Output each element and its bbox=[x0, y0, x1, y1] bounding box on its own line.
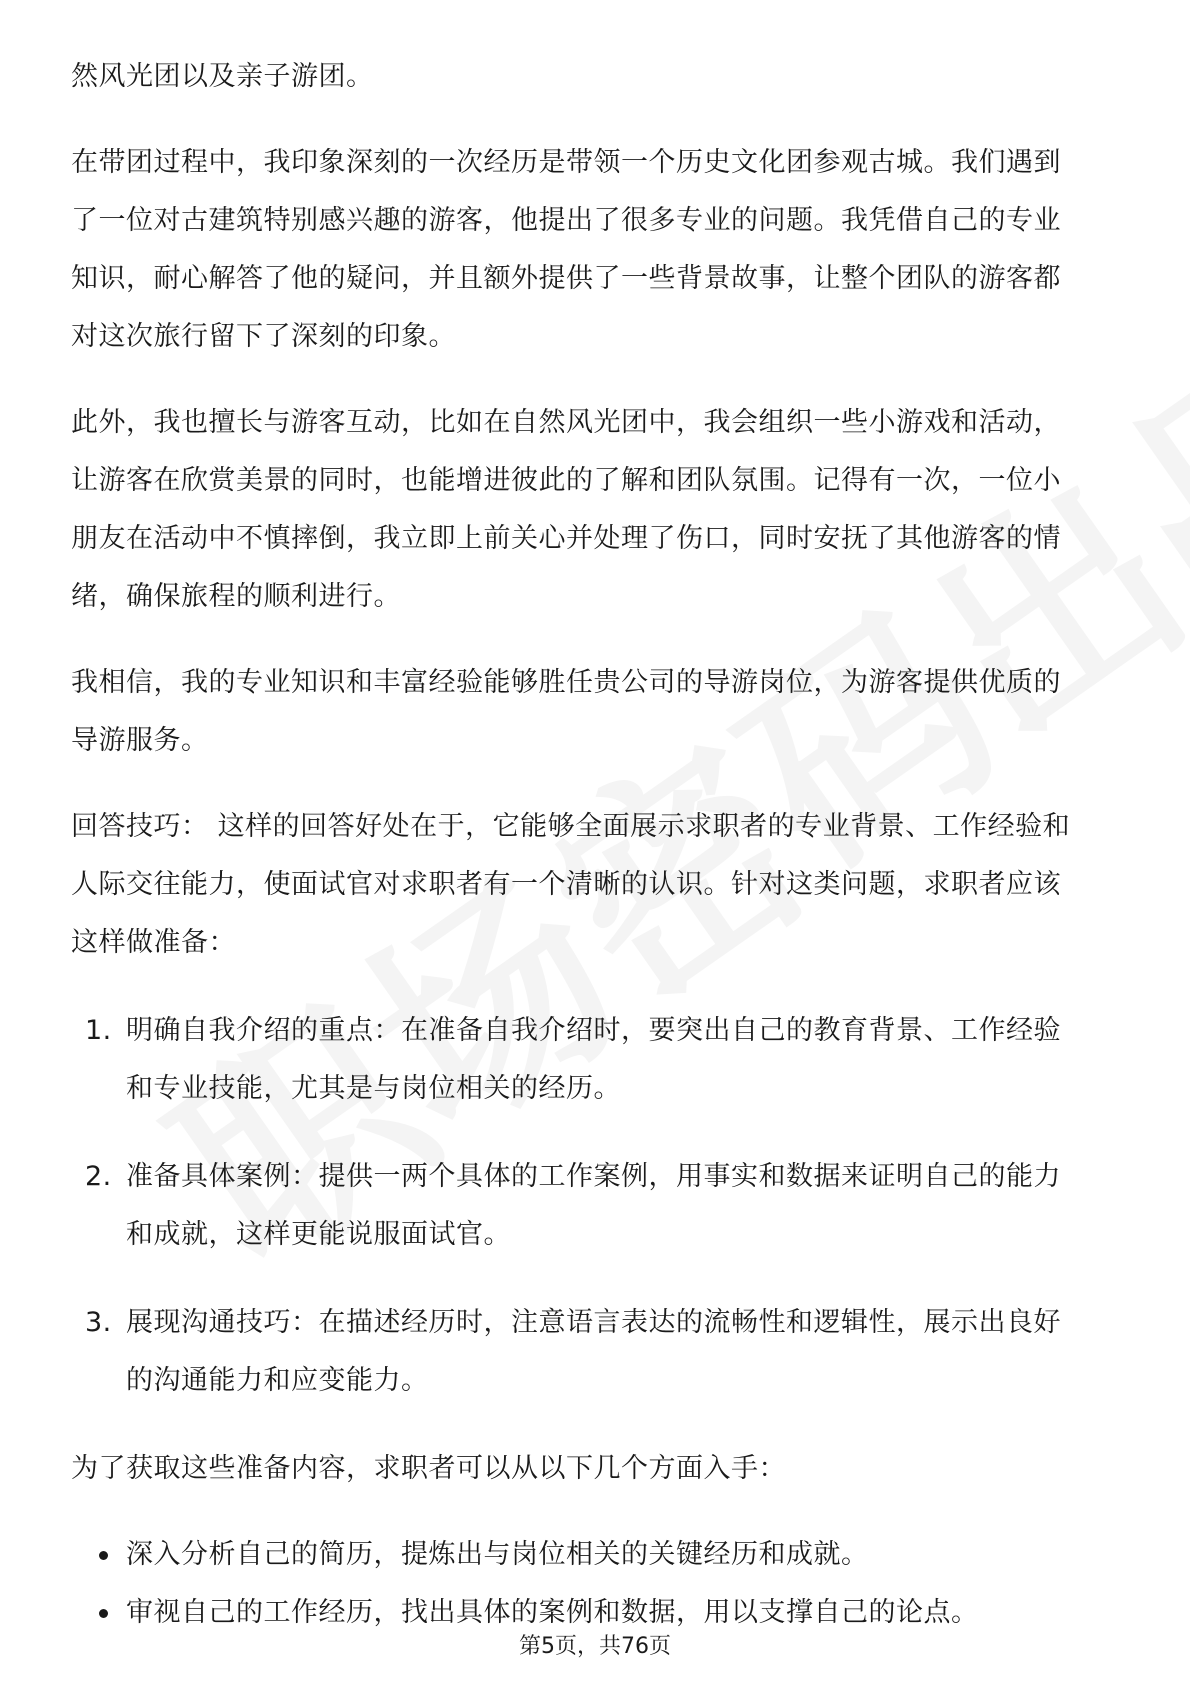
text-line: 和成就，这样更能说服面试官。 bbox=[126, 1219, 511, 1250]
bullet-dot-icon bbox=[99, 1551, 108, 1560]
text-line: 知识，耐心解答了他的疑问，并且额外提供了一些背景故事，让整个团队的游客都 bbox=[71, 263, 1061, 294]
text-line: 和专业技能，尤其是与岗位相关的经历。 bbox=[126, 1073, 621, 1104]
text-line: 回答技巧： 这样的回答好处在于，它能够全面展示求职者的专业背景、工作经验和 bbox=[71, 811, 1071, 842]
list-number: 1. bbox=[85, 1015, 112, 1046]
text-line: 然风光团以及亲子游团。 bbox=[71, 61, 374, 92]
page-footer: 第5页，共76页 bbox=[519, 1634, 671, 1659]
list-item bbox=[71, 1294, 1131, 1410]
text-line: 此外，我也擅长与游客互动，比如在自然风光团中，我会组织一些小游戏和活动， bbox=[71, 407, 1061, 438]
text-line: 让游客在欣赏美景的同时，也能增进彼此的了解和团队氛围。记得有一次，一位小 bbox=[71, 465, 1061, 496]
text-line: 导游服务。 bbox=[71, 725, 209, 756]
text-line: 准备具体案例：提供一两个具体的工作案例，用事实和数据来证明自己的能力 bbox=[126, 1161, 1061, 1192]
text-line: 在带团过程中，我印象深刻的一次经历是带领一个历史文化团参观古城。我们遇到 bbox=[71, 147, 1061, 178]
text-line: 对这次旅行留下了深刻的印象。 bbox=[71, 321, 456, 352]
text-line: 绪，确保旅程的顺利进行。 bbox=[71, 581, 401, 612]
text-line: 人际交往能力，使面试官对求职者有一个清晰的认识。针对这类问题，求职者应该 bbox=[71, 869, 1061, 900]
text-line: 我相信，我的专业知识和丰富经验能够胜任贵公司的导游岗位，为游客提供优质的 bbox=[71, 667, 1061, 698]
list-item bbox=[71, 1148, 1131, 1264]
text-line: 这样做准备： bbox=[71, 927, 236, 958]
list-item bbox=[71, 1002, 1131, 1118]
page-content bbox=[71, 48, 1131, 1642]
paragraph-1 bbox=[71, 48, 1131, 106]
paragraph-answer-tips bbox=[71, 798, 1131, 972]
text-line: 展现沟通技巧：在描述经历时，注意语言表达的流畅性和逻辑性，展示出良好 bbox=[126, 1307, 1061, 1338]
bullet-text: 深入分析自己的简历，提炼出与岗位相关的关键经历和成就。 bbox=[126, 1539, 869, 1570]
list-number: 3. bbox=[85, 1307, 112, 1338]
bullet-text: 审视自己的工作经历，找出具体的案例和数据，用以支撑自己的论点。 bbox=[126, 1597, 979, 1628]
text-line: 了一位对古建筑特别感兴趣的游客，他提出了很多专业的问题。我凭借自己的专业 bbox=[71, 205, 1061, 236]
bullet-list bbox=[71, 1526, 1131, 1642]
paragraph-6: 为了获取这些准备内容，求职者可以从以下几个方面入手： bbox=[71, 1453, 786, 1484]
numbered-list bbox=[71, 1002, 1131, 1410]
list-number: 2. bbox=[85, 1161, 112, 1192]
paragraph-3 bbox=[71, 394, 1131, 626]
text-line: 朋友在活动中不慎摔倒，我立即上前关心并处理了伤口，同时安抚了其他游客的情 bbox=[71, 523, 1061, 554]
bullet-item bbox=[71, 1526, 1131, 1584]
text-line: 的沟通能力和应变能力。 bbox=[126, 1365, 429, 1396]
paragraph-2 bbox=[71, 134, 1131, 366]
paragraph-4 bbox=[71, 654, 1131, 770]
text-line: 明确自我介绍的重点：在准备自我介绍时，要突出自己的教育背景、工作经验 bbox=[126, 1015, 1061, 1046]
bullet-dot-icon bbox=[99, 1609, 108, 1618]
